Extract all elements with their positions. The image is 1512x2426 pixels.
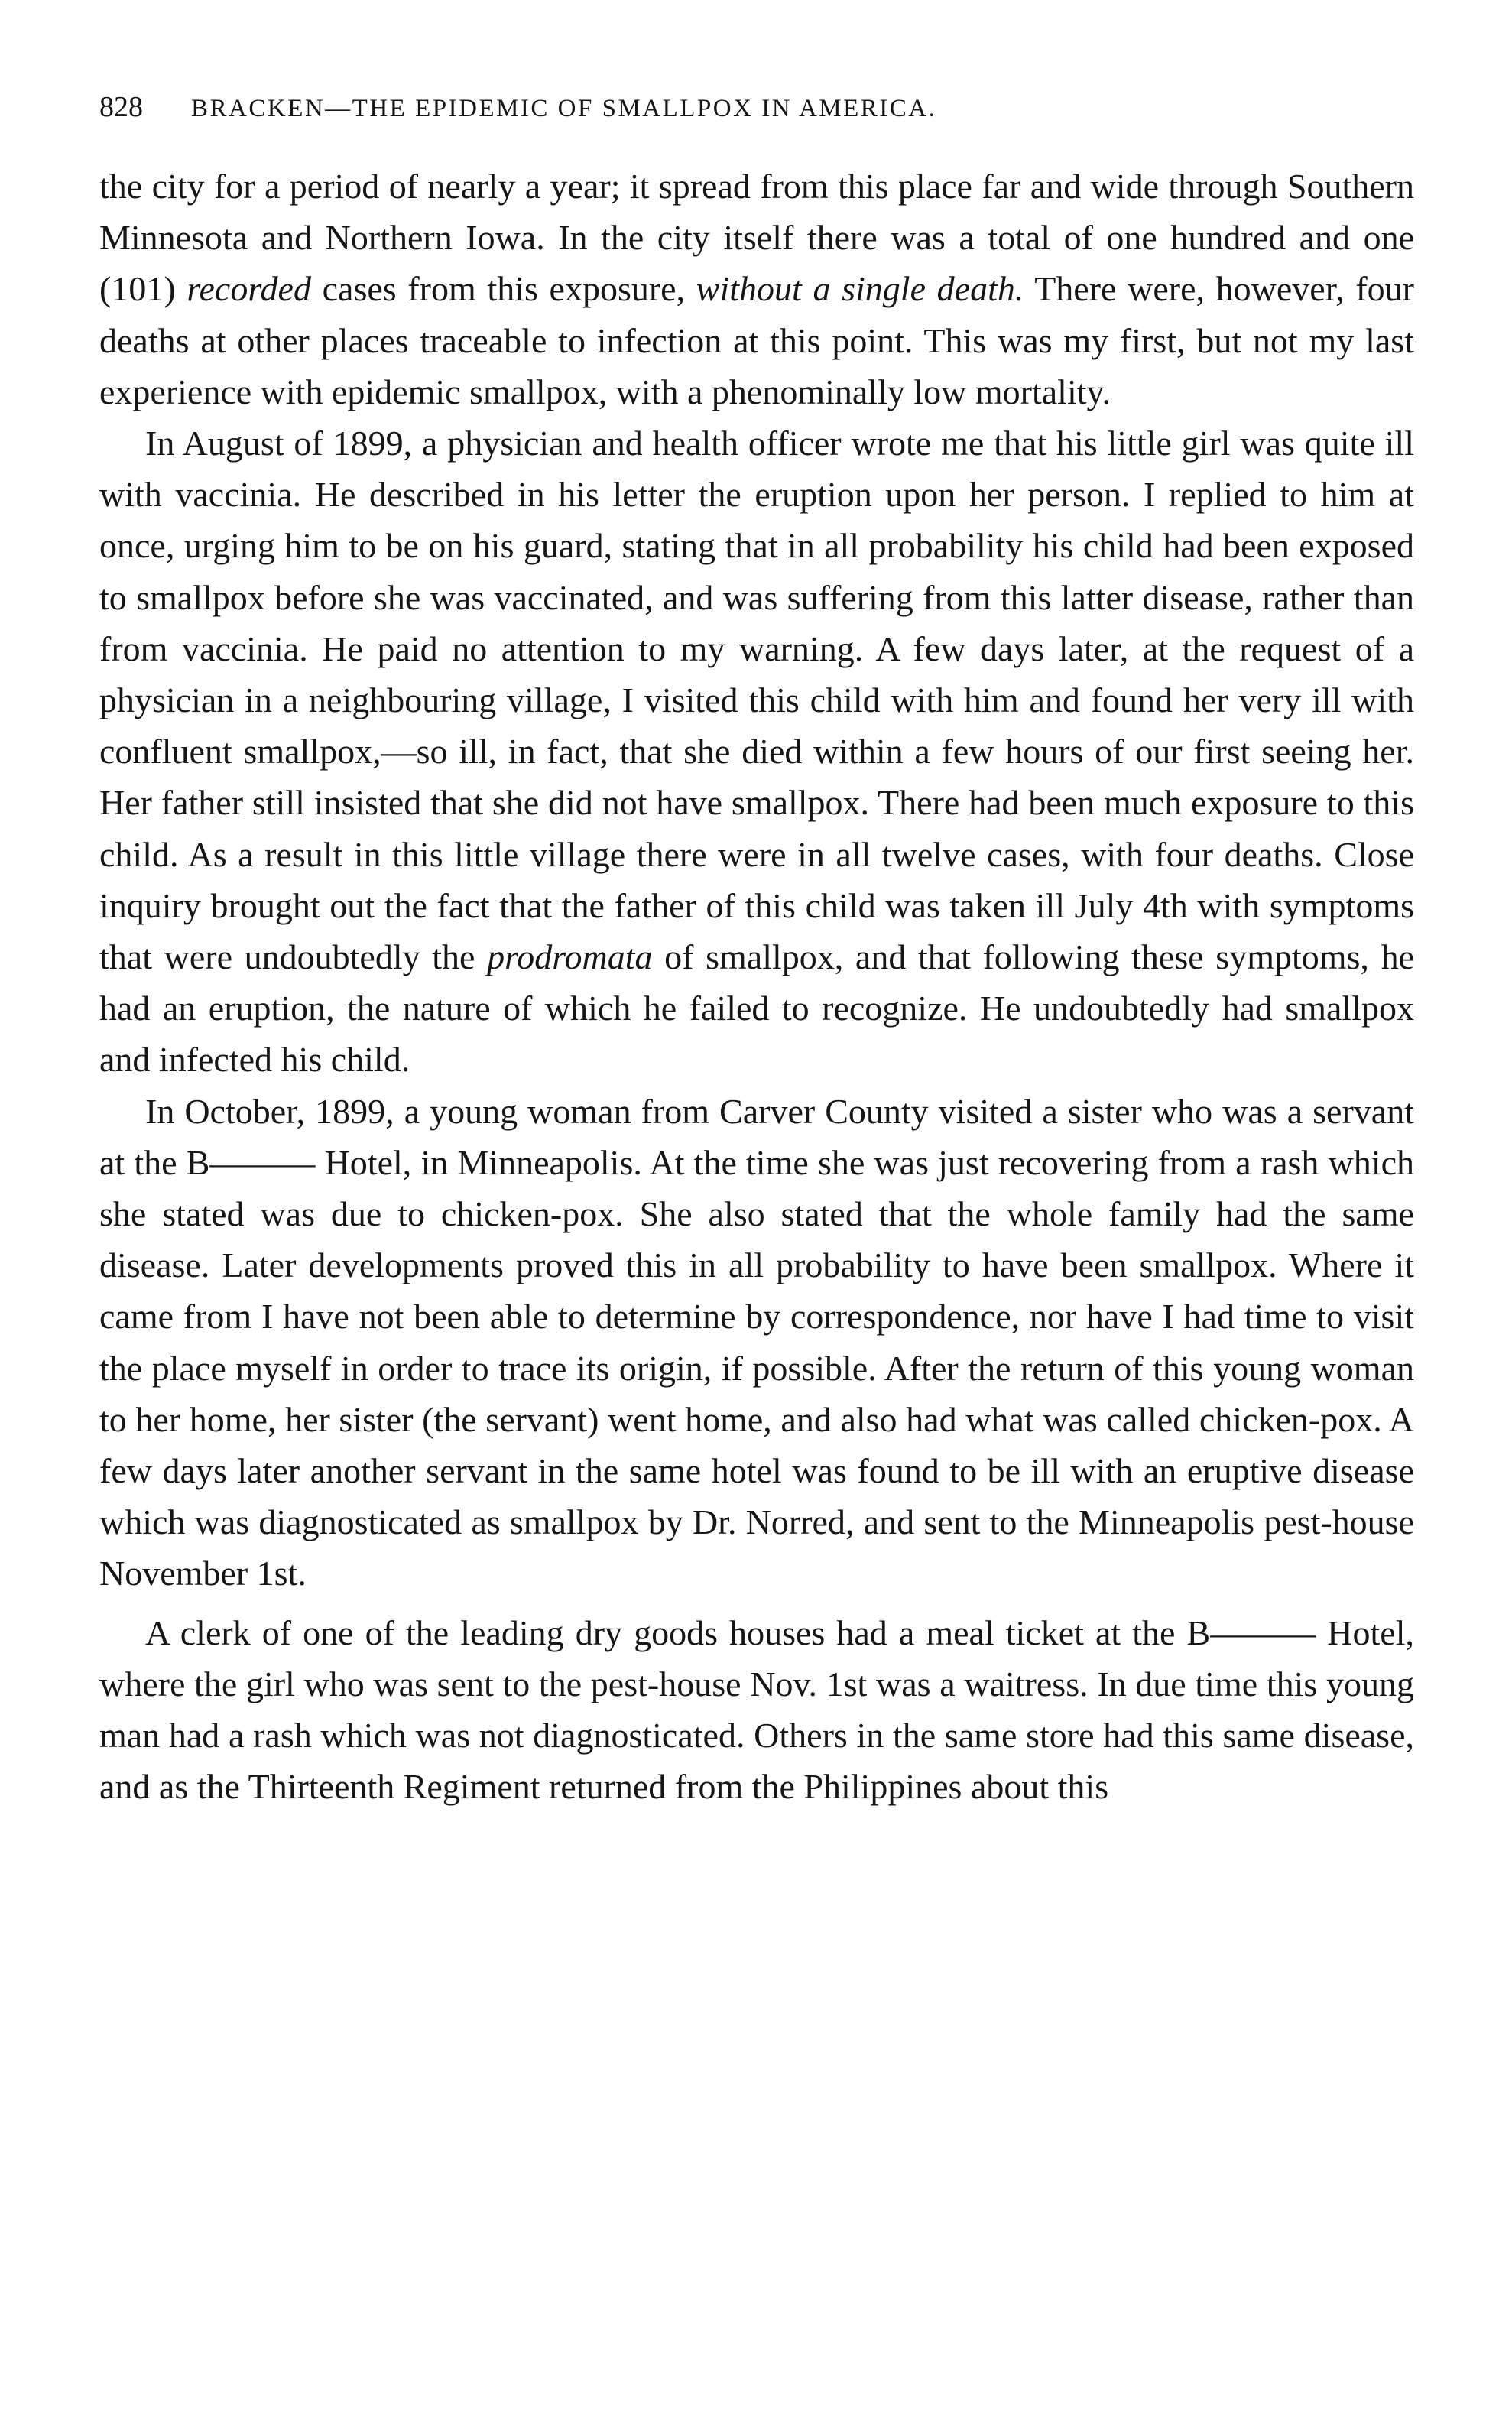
paragraph-continuation <box>99 161 1414 417</box>
paragraph-clerk: A clerk of one of the leading dry goods houses had a meal ticket at the B——— Hotel, where the girl who was sent to the pest-house Nov. 1st was a waitress. In due time this young man had a rash which was not diagnosticated. Others in the same store had this same disease, and as the Thirteenth Regiment returned from the Philippines about this <box>99 1612 1414 1807</box>
paragraph-august-1899 <box>99 417 1414 1086</box>
running-head <box>99 90 1414 136</box>
italic-without-a-single-death: without a single death. <box>696 269 1024 309</box>
body-text <box>99 161 1414 1813</box>
text-run: cases from this exposure, <box>310 269 696 309</box>
italic-recorded: recorded <box>187 269 311 309</box>
text-run: of smallpox, and that following these symptoms, he had an eruption, the nature of which he failed to recognize. He undoubtedly had smallpox and infected his child. <box>99 937 1414 1080</box>
running-title: BRACKEN—THE EPIDEMIC OF SMALLPOX IN AMERICA. <box>191 95 937 122</box>
text-run: There were, however, four deaths at other places traceable to infection at this point. This was my first, but not my last experience with epidemic smallpox, with a phenominally low mortality. <box>99 269 1414 411</box>
paragraph-october-1899: In October, 1899, a young woman from Carver County visited a sister who was a servant at the B——— Hotel, in Minneapolis. At the time she was just recovering from a rash which she stated was due to chicken-pox. She also stated that the whole family had the same disease. Later developments proved this in all probability to have been smallpox. Where it came from I have not been able to determine by correspondence, nor have I had time to visit the place myself in order to trace its origin, if possible. After the return of this young woman to her home, her sister (the servant) went home, and also had what was called chicken-pox. A few days later another servant in the same hotel was found to be ill with an eruptive disease which was diagnosticated as smallpox by Dr. Norred, and sent to the Minneapolis pest-house November 1st. <box>99 1091 1414 1593</box>
text-run: In August of 1899, a physician and health officer wrote me that his little girl was quite ill with vaccinia. He described in his letter the eruption upon her person. I replied to him at once, urging him to be on his guard, stating that in all probability his child had been exposed to smallpox before she was vaccinated, and was suffering from this latter disease, rather than from vaccinia. He paid no attention to my warning. A few days later, at the request of a physician in a neighbouring village, I visited this child with him and found her very ill with confluent smallpox,—so ill, in fact, that she died within a few hours of our first seeing her. Her father still insisted that she did not have smallpox. There had been much exposure to this child. As a result in this little village there were in all twelve cases, with four deaths. Close inquiry brought out the fact that the father of this child was taken ill July 4th with symptoms that were undoubtedly the <box>99 424 1414 977</box>
text-run: the city for a period of nearly a year; it spread from this place far and wide through Southern Minnesota and Northern Iowa. In the city itself there was a total of one hundred and one (101) <box>99 167 1414 309</box>
italic-prodromata: prodromata <box>487 937 653 977</box>
page-number: 828 <box>99 91 143 123</box>
